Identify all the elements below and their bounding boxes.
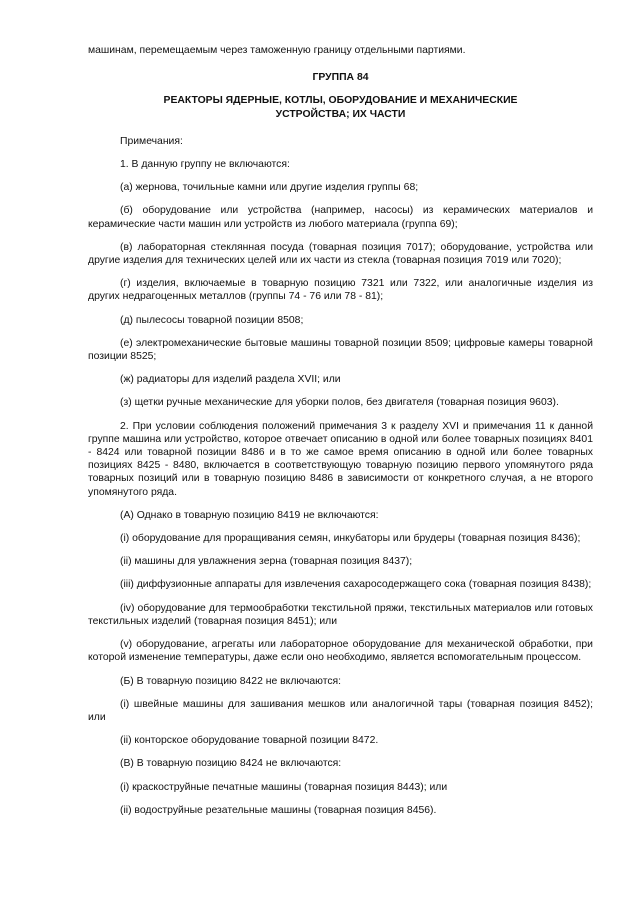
notes-body	[88, 135, 593, 817]
paragraph: (а) жернова, точильные камни или другие изделия группы 68;	[120, 182, 419, 194]
paragraph: (ii) конторское оборудование товарной позиции 8472.	[120, 735, 379, 747]
paragraph: (е) электромеханические бытовые машины товарной позиции 8509; цифровые камеры товарной позиции 8525;	[88, 337, 593, 363]
paragraph: (iii) диффузионные аппараты для извлечения сахаросодержащего сока (товарная позиция 8438);	[120, 579, 592, 591]
paragraph: (i) оборудование для проращивания семян, инкубаторы или брудеры (товарная позиция 8436);	[120, 533, 581, 545]
continuation-text: машинам, перемещаемым через таможенную границу отдельными партиями.	[88, 45, 466, 56]
paragraph: (ii) машины для увлажнения зерна (товарная позиция 8437);	[120, 556, 413, 568]
paragraph: 1. В данную группу не включаются:	[120, 159, 290, 171]
paragraph: (ж) радиаторы для изделий раздела XVII; или	[120, 374, 341, 386]
paragraph: (в) лабораторная стеклянная посуда (товарная позиция 7017); оборудование, устройства или другие изделия для технических целей или их части из стекла (товарная позиция 7019 или 7020);	[88, 241, 593, 267]
paragraph: (iv) оборудование для термообработки текстильной пряжи, текстильных материалов или готовых текстильных изделий (товарная позиция 8451); или	[88, 602, 593, 627]
paragraph: (i) краскоструйные печатные машины (товарная позиция 8443); или	[120, 781, 448, 793]
paragraph: (б) оборудование или устройства (например, насосы) из керамических материалов и керамические части машин или устройств из любого материала (группа 69);	[88, 205, 593, 230]
paragraph: (Б) В товарную позицию 8422 не включаются:	[120, 675, 342, 687]
paragraph: (з) щетки ручные механические для уборки полов, без двигателя (товарная позиция 9603).	[120, 397, 559, 409]
paragraph: (г) изделия, включаемые в товарную позицию 7321 или 7322, или аналогичные изделия из других недрагоценных металлов (группы 74 - 76 или 78 - 81);	[88, 278, 593, 303]
paragraph: Примечания:	[120, 135, 183, 147]
paragraph: (i) швейные машины для зашивания мешков или аналогичной тары (товарная позиция 8452); или	[88, 698, 593, 723]
paragraph: 2. При условии соблюдения положений примечания 3 к разделу XVI и примечания 11 к данной группе машина или устройство, которое отвечает описанию в одной или более товарных позициях 8401 - 8424 или товарной позиции 8486 и в то же самое время описанию в одной или более товарных позициях 8425 - 8480, включается в соответствующую товарную позицию первого упомянутого ряда товарных позиций или в товарную позицию 8486 в зависимости от конкретного случая, а не второго упомянутого ряда.	[88, 420, 593, 498]
paragraph: (В) В товарную позицию 8424 не включаются:	[120, 758, 342, 770]
paragraph: (v) оборудование, агрегаты или лабораторное оборудование для механической обработки, при которой изменение температуры, даже если оно необходимо, является вспомогательным процессом.	[88, 639, 593, 664]
paragraph: (д) пылесосы товарной позиции 8508;	[120, 314, 304, 326]
paragraph: (ii) водоструйные резательные машины (товарная позиция 8456).	[120, 804, 437, 816]
group-title: РЕАКТОРЫ ЯДЕРНЫЕ, КОТЛЫ, ОБОРУДОВАНИЕ И МЕХАНИЧЕСКИЕ УСТРОЙСТВА; ИХ ЧАСТИ	[163, 95, 518, 120]
document-page	[88, 44, 593, 827]
paragraph: (А) Однако в товарную позицию 8419 не включаются:	[120, 509, 379, 521]
group-heading: ГРУППА 84	[312, 72, 369, 84]
